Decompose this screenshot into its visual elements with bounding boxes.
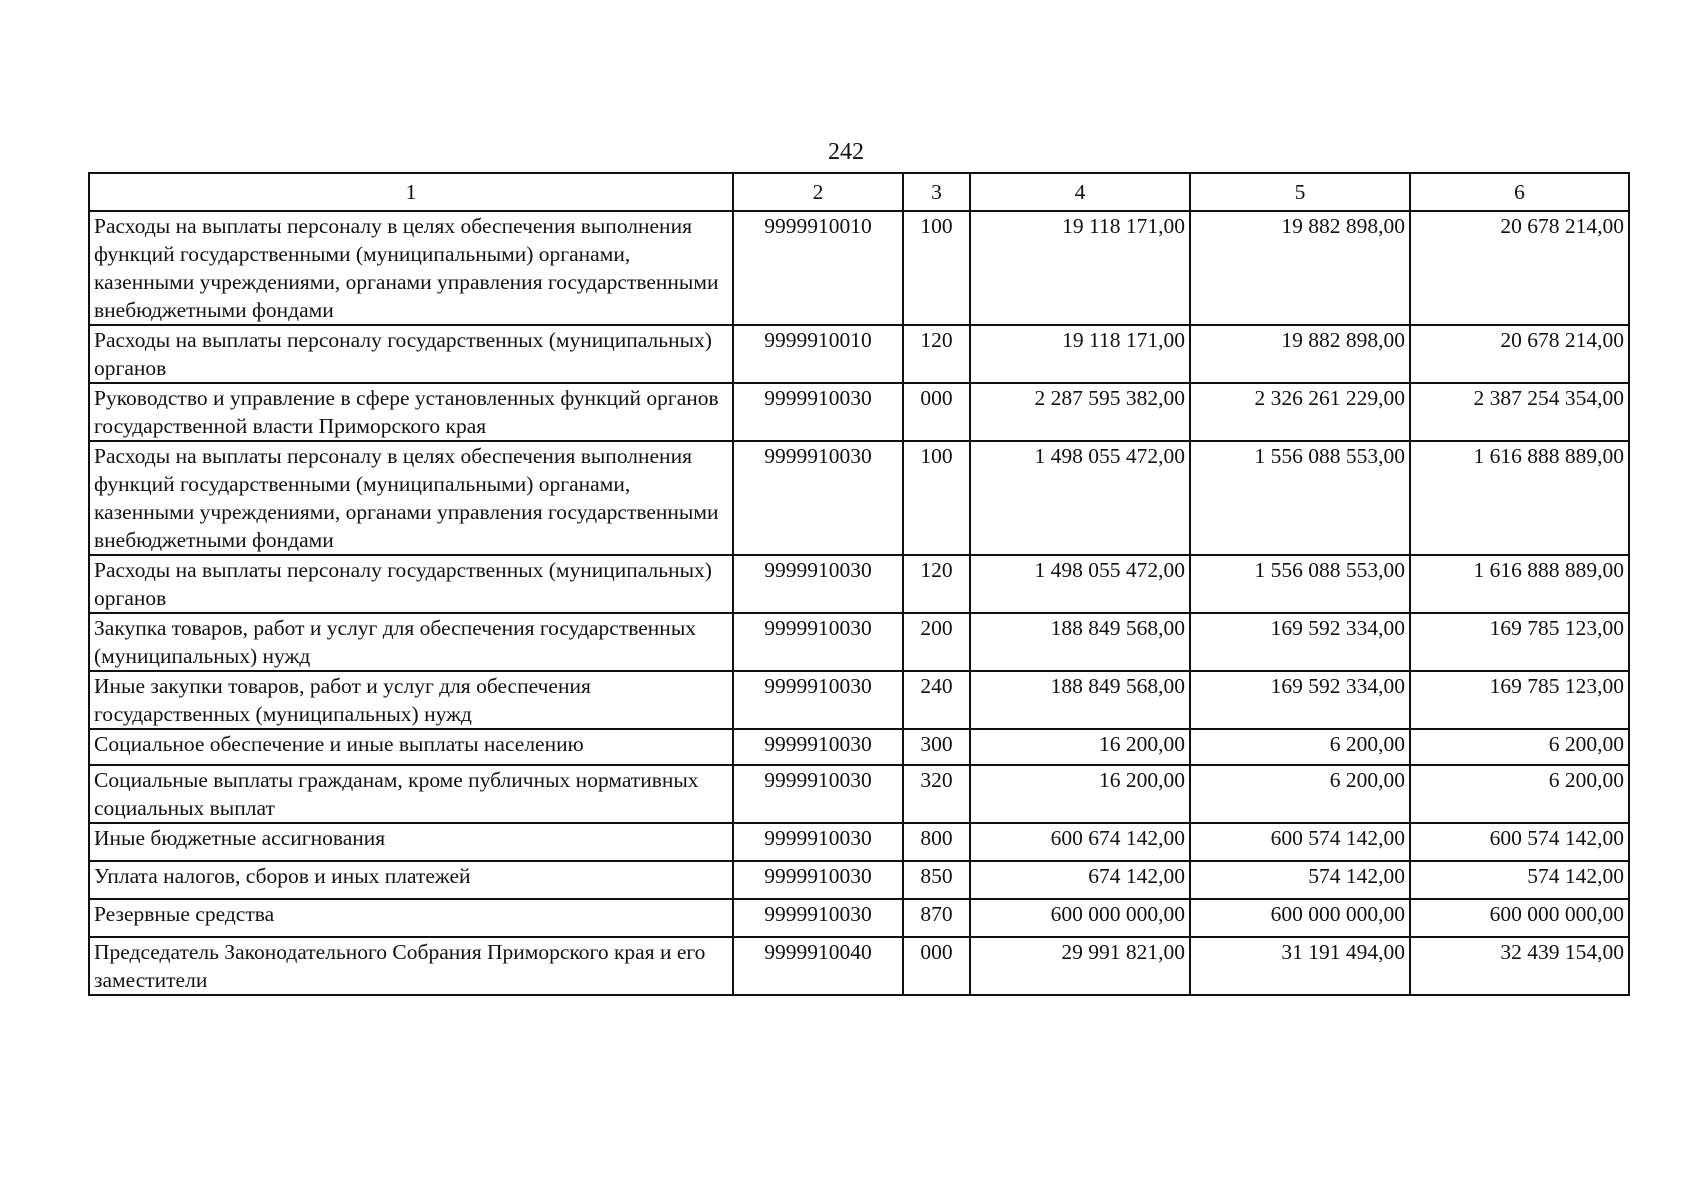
amount-cell-col5: 1 556 088 553,00 — [1190, 441, 1410, 555]
amount-cell-col5: 600 574 142,00 — [1190, 823, 1410, 861]
expense-type-code-cell: 300 — [903, 729, 970, 765]
expense-type-code-cell: 120 — [903, 325, 970, 383]
table-row — [89, 383, 1629, 441]
column-number-header: 5 — [1190, 173, 1410, 211]
table-row — [89, 441, 1629, 555]
target-article-code-cell: 9999910030 — [733, 729, 903, 765]
amount-cell-col5: 1 556 088 553,00 — [1190, 555, 1410, 613]
amount-cell-col4: 19 118 171,00 — [970, 325, 1190, 383]
expense-type-code-cell: 100 — [903, 441, 970, 555]
expense-type-code-cell: 240 — [903, 671, 970, 729]
expense-name-cell: Уплата налогов, сборов и иных платежей — [89, 861, 733, 899]
amount-cell-col5: 6 200,00 — [1190, 765, 1410, 823]
table-row — [89, 861, 1629, 899]
amount-cell-col5: 574 142,00 — [1190, 861, 1410, 899]
amount-cell-col4: 1 498 055 472,00 — [970, 441, 1190, 555]
amount-cell-col6: 600 574 142,00 — [1410, 823, 1629, 861]
amount-cell-col6: 6 200,00 — [1410, 729, 1629, 765]
amount-cell-col5: 19 882 898,00 — [1190, 211, 1410, 325]
amount-cell-col5: 19 882 898,00 — [1190, 325, 1410, 383]
table-row — [89, 211, 1629, 325]
expense-name-cell: Социальное обеспечение и иные выплаты населению — [89, 729, 733, 765]
expense-name-cell: Иные бюджетные ассигнования — [89, 823, 733, 861]
amount-cell-col4: 674 142,00 — [970, 861, 1190, 899]
table-row — [89, 325, 1629, 383]
expense-type-code-cell: 100 — [903, 211, 970, 325]
expense-name-cell: Председатель Законодательного Собрания Приморского края и его заместители — [89, 937, 733, 995]
amount-cell-col6: 32 439 154,00 — [1410, 937, 1629, 995]
amount-cell-col4: 600 674 142,00 — [970, 823, 1190, 861]
amount-cell-col6: 600 000 000,00 — [1410, 899, 1629, 937]
target-article-code-cell: 9999910030 — [733, 861, 903, 899]
amount-cell-col4: 188 849 568,00 — [970, 671, 1190, 729]
column-number-header: 2 — [733, 173, 903, 211]
expense-name-cell: Закупка товаров, работ и услуг для обеспечения государственных (муниципальных) нужд — [89, 613, 733, 671]
amount-cell-col6: 2 387 254 354,00 — [1410, 383, 1629, 441]
target-article-code-cell: 9999910010 — [733, 211, 903, 325]
target-article-code-cell: 9999910030 — [733, 383, 903, 441]
amount-cell-col4: 19 118 171,00 — [970, 211, 1190, 325]
budget-table — [88, 172, 1630, 996]
expense-type-code-cell: 320 — [903, 765, 970, 823]
amount-cell-col5: 31 191 494,00 — [1190, 937, 1410, 995]
target-article-code-cell: 9999910030 — [733, 441, 903, 555]
expense-name-cell: Расходы на выплаты персоналу в целях обеспечения выполнения функций государственными (муниципальными) органами, казенными учреждениями, органами управления государственными внебюджетными фондами — [89, 211, 733, 325]
amount-cell-col6: 20 678 214,00 — [1410, 325, 1629, 383]
table-row — [89, 937, 1629, 995]
expense-type-code-cell: 000 — [903, 937, 970, 995]
column-number-header: 6 — [1410, 173, 1629, 211]
amount-cell-col4: 1 498 055 472,00 — [970, 555, 1190, 613]
target-article-code-cell: 9999910030 — [733, 899, 903, 937]
amount-cell-col5: 169 592 334,00 — [1190, 671, 1410, 729]
expense-name-cell: Руководство и управление в сфере установленных функций органов государственной власти Приморского края — [89, 383, 733, 441]
table-row — [89, 555, 1629, 613]
amount-cell-col6: 574 142,00 — [1410, 861, 1629, 899]
amount-cell-col5: 6 200,00 — [1190, 729, 1410, 765]
amount-cell-col6: 1 616 888 889,00 — [1410, 555, 1629, 613]
expense-type-code-cell: 800 — [903, 823, 970, 861]
expense-name-cell: Расходы на выплаты персоналу государственных (муниципальных) органов — [89, 325, 733, 383]
amount-cell-col6: 169 785 123,00 — [1410, 613, 1629, 671]
expense-name-cell: Социальные выплаты гражданам, кроме публичных нормативных социальных выплат — [89, 765, 733, 823]
target-article-code-cell: 9999910030 — [733, 555, 903, 613]
target-article-code-cell: 9999910040 — [733, 937, 903, 995]
expense-name-cell: Иные закупки товаров, работ и услуг для обеспечения государственных (муниципальных) нужд — [89, 671, 733, 729]
expense-name-cell: Резервные средства — [89, 899, 733, 937]
amount-cell-col6: 6 200,00 — [1410, 765, 1629, 823]
table-row — [89, 729, 1629, 765]
amount-cell-col5: 169 592 334,00 — [1190, 613, 1410, 671]
amount-cell-col4: 16 200,00 — [970, 729, 1190, 765]
target-article-code-cell: 9999910030 — [733, 613, 903, 671]
expense-name-cell: Расходы на выплаты персоналу в целях обеспечения выполнения функций государственными (муниципальными) органами, казенными учреждениями, органами управления государственными внебюджетными фондами — [89, 441, 733, 555]
target-article-code-cell: 9999910010 — [733, 325, 903, 383]
expense-type-code-cell: 120 — [903, 555, 970, 613]
amount-cell-col5: 600 000 000,00 — [1190, 899, 1410, 937]
amount-cell-col5: 2 326 261 229,00 — [1190, 383, 1410, 441]
table-row — [89, 613, 1629, 671]
amount-cell-col4: 2 287 595 382,00 — [970, 383, 1190, 441]
amount-cell-col4: 16 200,00 — [970, 765, 1190, 823]
target-article-code-cell: 9999910030 — [733, 765, 903, 823]
amount-cell-col6: 20 678 214,00 — [1410, 211, 1629, 325]
target-article-code-cell: 9999910030 — [733, 823, 903, 861]
expense-type-code-cell: 000 — [903, 383, 970, 441]
page-number: 242 — [828, 139, 864, 165]
amount-cell-col4: 29 991 821,00 — [970, 937, 1190, 995]
expense-type-code-cell: 850 — [903, 861, 970, 899]
table-row — [89, 671, 1629, 729]
table-row — [89, 765, 1629, 823]
table-row — [89, 899, 1629, 937]
column-number-header: 4 — [970, 173, 1190, 211]
amount-cell-col6: 1 616 888 889,00 — [1410, 441, 1629, 555]
column-number-row — [89, 173, 1629, 211]
expense-type-code-cell: 200 — [903, 613, 970, 671]
expense-name-cell: Расходы на выплаты персоналу государственных (муниципальных) органов — [89, 555, 733, 613]
amount-cell-col6: 169 785 123,00 — [1410, 671, 1629, 729]
table-row — [89, 823, 1629, 861]
amount-cell-col4: 600 000 000,00 — [970, 899, 1190, 937]
target-article-code-cell: 9999910030 — [733, 671, 903, 729]
amount-cell-col4: 188 849 568,00 — [970, 613, 1190, 671]
column-number-header: 3 — [903, 173, 970, 211]
column-number-header: 1 — [89, 173, 733, 211]
expense-type-code-cell: 870 — [903, 899, 970, 937]
